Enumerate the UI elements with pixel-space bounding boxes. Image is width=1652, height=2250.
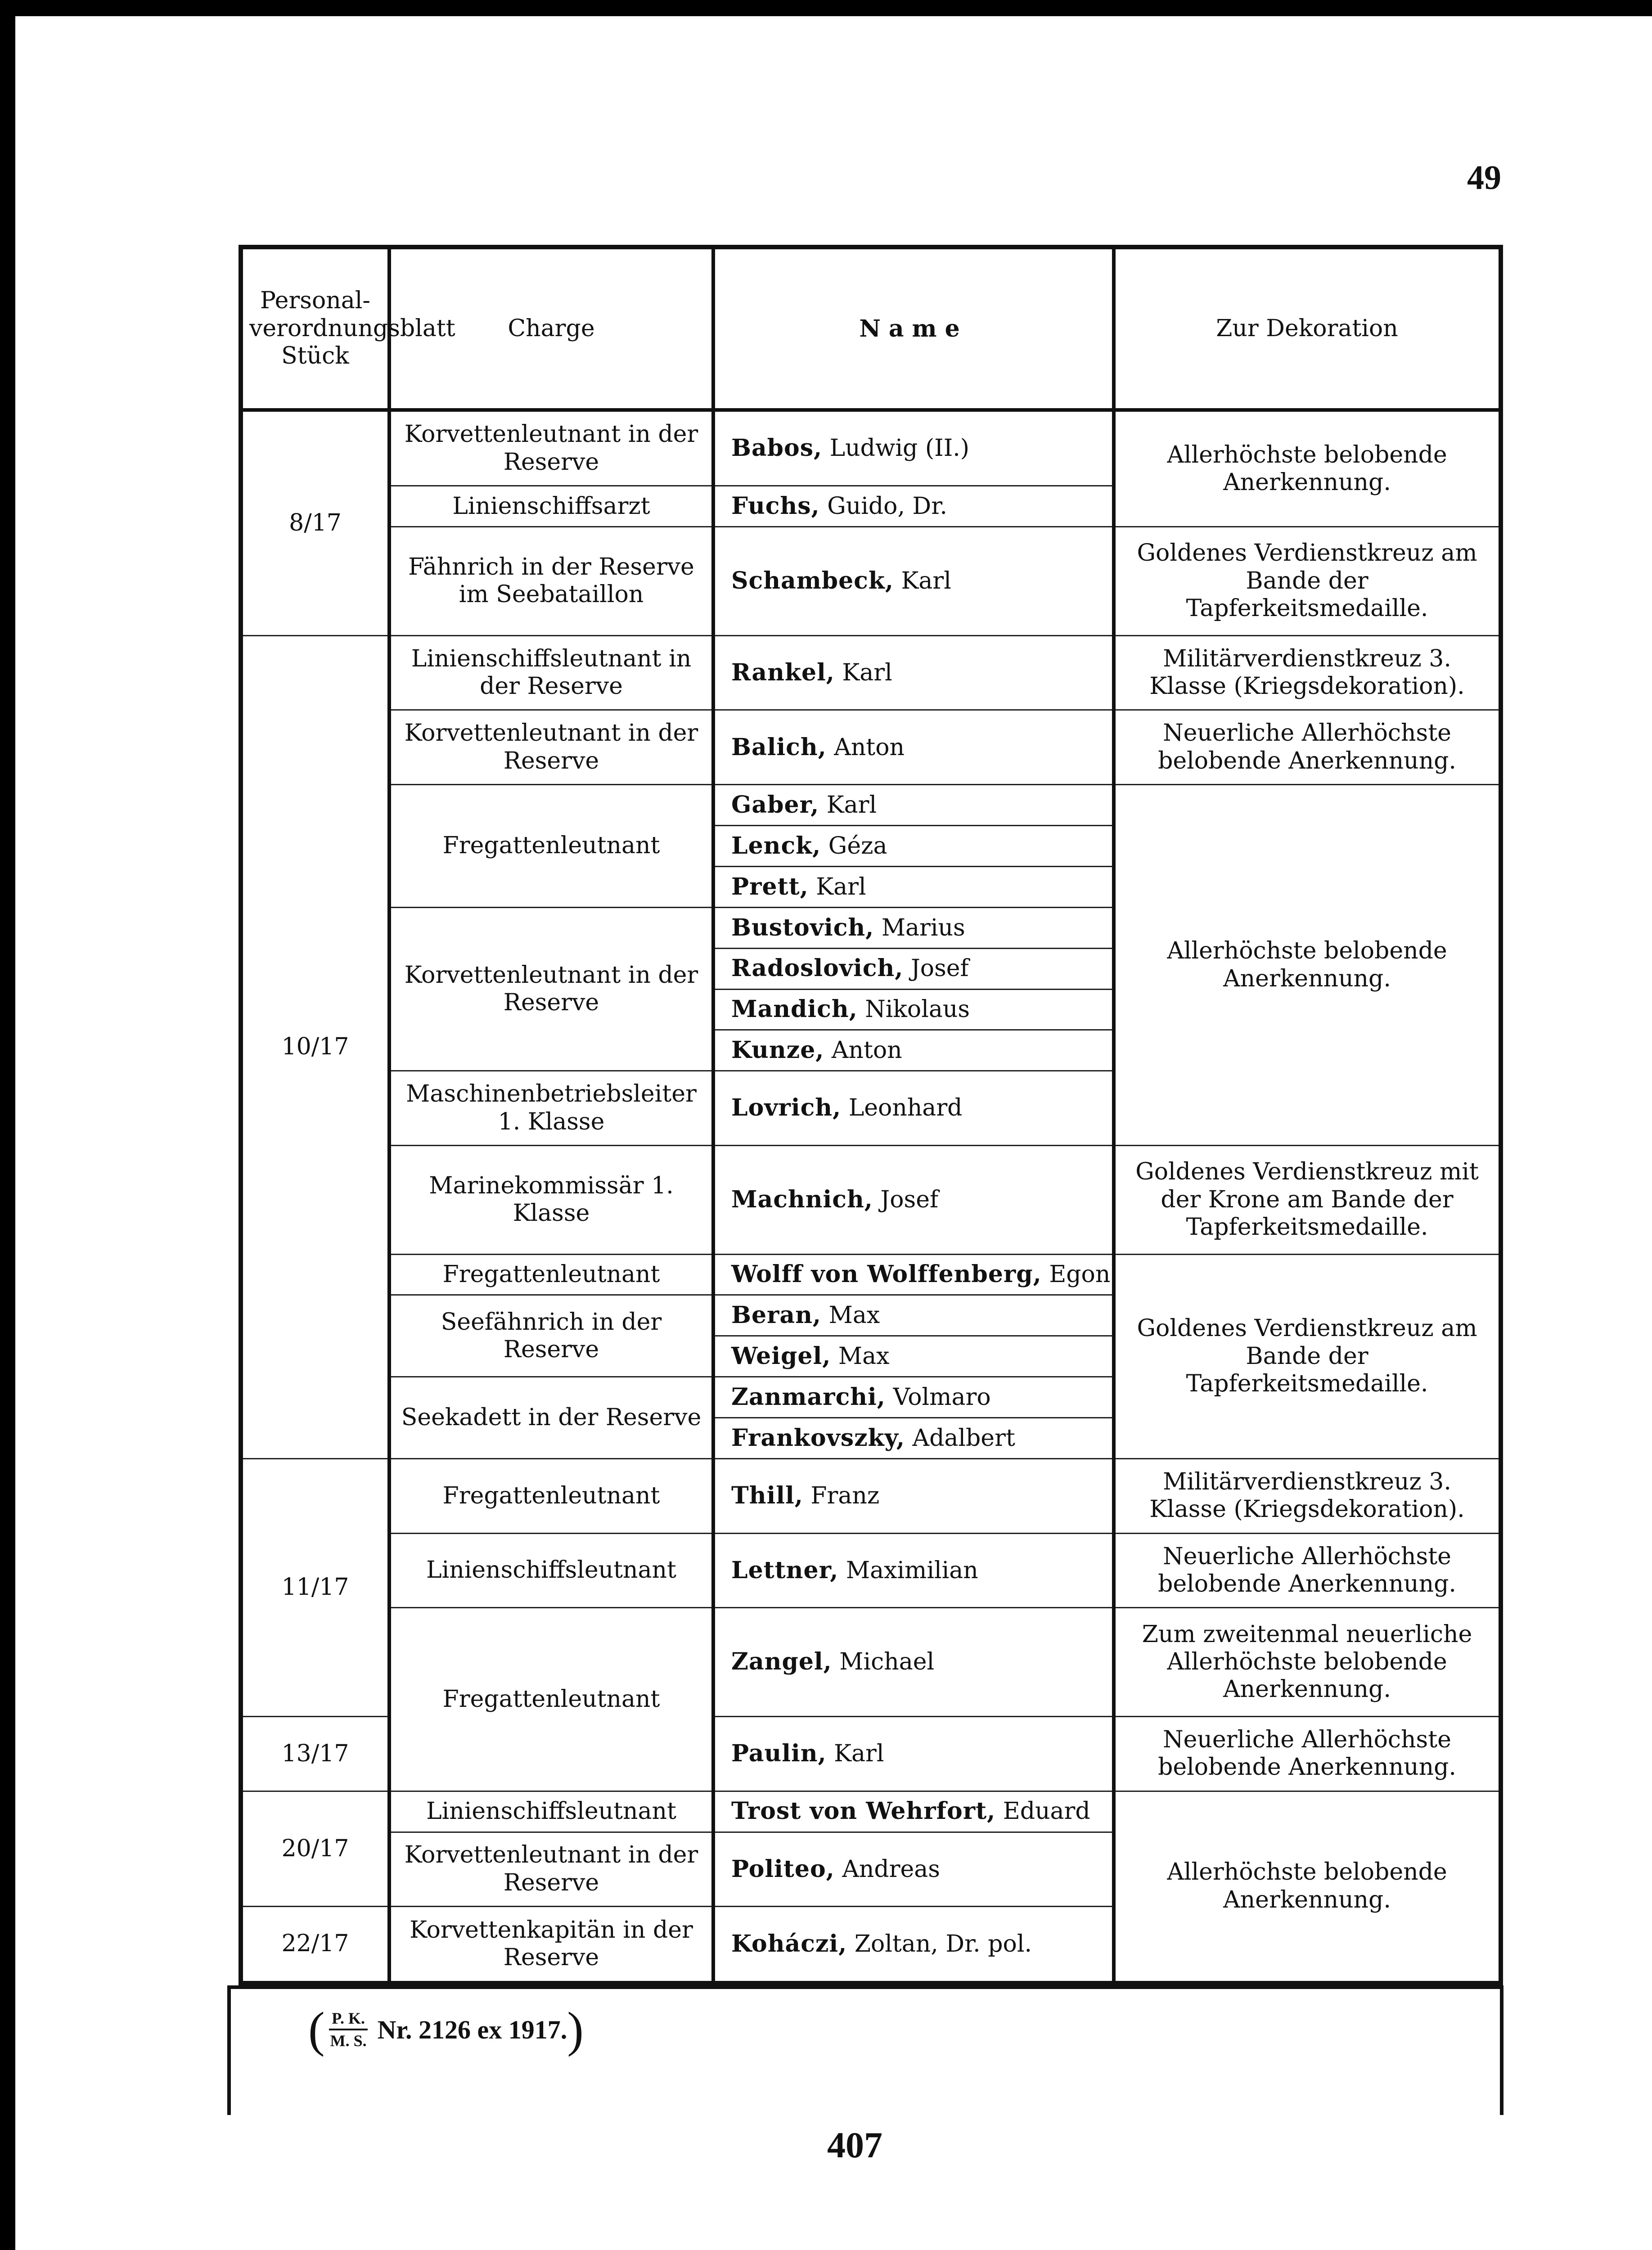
stueck-cell: 11/17 [241,1458,389,1716]
stueck-cell: 13/17 [241,1716,389,1791]
charge-cell: Fregattenleutnant [389,1254,713,1295]
name-cell: Balich, Anton [713,710,1114,785]
page-number-top: 49 [1467,159,1501,197]
name-cell: Weigel, Max [713,1336,1114,1377]
fraction-denominator: M. S. [330,2032,367,2050]
name-cell: Beran, Max [713,1295,1114,1336]
name-cell: Lovrich, Leonhard [713,1071,1114,1146]
stueck-cell: 22/17 [241,1907,389,1983]
stueck-cell: 10/17 [241,635,389,1458]
name-cell: Paulin, Karl [713,1716,1114,1791]
close-paren: ) [567,2002,584,2057]
charge-cell: Linienschiffsleutnant [389,1791,713,1832]
charge-cell: Korvettenleutnant in der Reserve [389,907,713,1071]
name-cell: Thill, Franz [713,1458,1114,1533]
charge-cell: Linienschiffsarzt [389,486,713,527]
charge-cell: Seekadett in der Reserve [389,1377,713,1459]
name-cell: Rankel, Karl [713,635,1114,710]
dekoration-cell: Allerhöchste belobende Anerkennung. [1114,410,1501,527]
name-cell: Gaber, Karl [713,785,1114,826]
page-number-bottom: 407 [827,2124,882,2165]
footnote-fraction [328,2009,369,2050]
name-cell: Radoslovich, Josef [713,948,1114,989]
name-cell: Fuchs, Guido, Dr. [713,486,1114,527]
name-cell: Koháczi, Zoltan, Dr. pol. [713,1907,1114,1983]
name-cell: Trost von Wehrfort, Eduard [713,1791,1114,1832]
charge-cell: Fregattenleutnant [389,1608,713,1791]
scan-edge-top [0,0,1652,16]
header-name: Name [713,247,1114,410]
charge-cell: Marinekommissär 1. Klasse [389,1145,713,1254]
charge-cell: Maschinenbetriebsleiter 1. Klasse [389,1071,713,1146]
dekoration-cell: Allerhöchste belobende Anerkennung. [1114,1791,1501,1983]
open-paren: ( [308,2002,325,2057]
charge-cell: Fregattenleutnant [389,1458,713,1533]
dekoration-cell: Zum zweitenmal neuerliche Allerhöchste belobende Anerkennung. [1114,1608,1501,1717]
name-cell: Machnich, Josef [713,1145,1114,1254]
fraction-numerator: P. K. [329,2009,368,2030]
header-stueck: Personal-verordnungsblatt Stück [241,247,389,410]
name-cell: Wolff von Wolffenberg, Egon [713,1254,1114,1295]
header-dekoration: Zur Dekoration [1114,247,1501,410]
name-cell: Kunze, Anton [713,1030,1114,1071]
charge-cell: Korvettenleutnant in der Reserve [389,1832,713,1907]
dekoration-cell: Goldenes Verdienstkreuz am Bande der Tapferkeitsmedaille. [1114,1254,1501,1458]
charge-cell: Seefähnrich in der Reserve [389,1295,713,1377]
footnote [308,1998,586,2061]
charge-cell: Fähnrich in der Reserve im Seebataillon [389,527,713,636]
dekoration-cell: Goldenes Verdienstkreuz am Bande der Tapferkeitsmedaille. [1114,527,1501,636]
dekoration-cell: Neuerliche Allerhöchste belobende Anerkennung. [1114,1533,1501,1608]
name-cell: Zanmarchi, Volmaro [713,1377,1114,1418]
dekoration-cell: Allerhöchste belobende Anerkennung. [1114,785,1501,1146]
charge-cell: Korvettenleutnant in der Reserve [389,710,713,785]
stueck-cell: 20/17 [241,1791,389,1907]
charge-cell: Fregattenleutnant [389,785,713,908]
charge-cell: Linienschiffsleutnant in der Reserve [389,635,713,710]
dekoration-cell: Neuerliche Allerhöchste belobende Anerkennung. [1114,1716,1501,1791]
charge-cell: Korvettenleutnant in der Reserve [389,410,713,486]
name-cell: Zangel, Michael [713,1608,1114,1717]
dekoration-cell: Goldenes Verdienstkreuz mit der Krone am Bande der Tapferkeitsmedaille. [1114,1145,1501,1254]
name-cell: Frankovszky, Adalbert [713,1418,1114,1459]
name-cell: Babos, Ludwig (II.) [713,410,1114,486]
dekoration-cell: Neuerliche Allerhöchste belobende Anerkennung. [1114,710,1501,785]
dekoration-cell: Militärverdienstkreuz 3. Klasse (Kriegsdekoration). [1114,635,1501,710]
name-cell: Mandich, Nikolaus [713,989,1114,1030]
name-cell: Bustovich, Marius [713,907,1114,948]
stueck-cell: 8/17 [241,410,389,635]
decorations-table [239,245,1503,1985]
name-cell: Schambeck, Karl [713,527,1114,636]
dekoration-cell: Militärverdienstkreuz 3. Klasse (Kriegsdekoration). [1114,1458,1501,1533]
header-charge: Charge [389,247,713,410]
charge-cell: Linienschiffsleutnant [389,1533,713,1608]
name-cell: Prett, Karl [713,866,1114,907]
charge-cell: Korvettenkapitän in der Reserve [389,1907,713,1983]
name-cell: Politeo, Andreas [713,1832,1114,1907]
footnote-text: Nr. 2126 ex 1917. [377,2015,567,2044]
name-cell: Lenck, Géza [713,826,1114,867]
name-cell: Lettner, Maximilian [713,1533,1114,1608]
scan-edge-left [0,0,15,2250]
